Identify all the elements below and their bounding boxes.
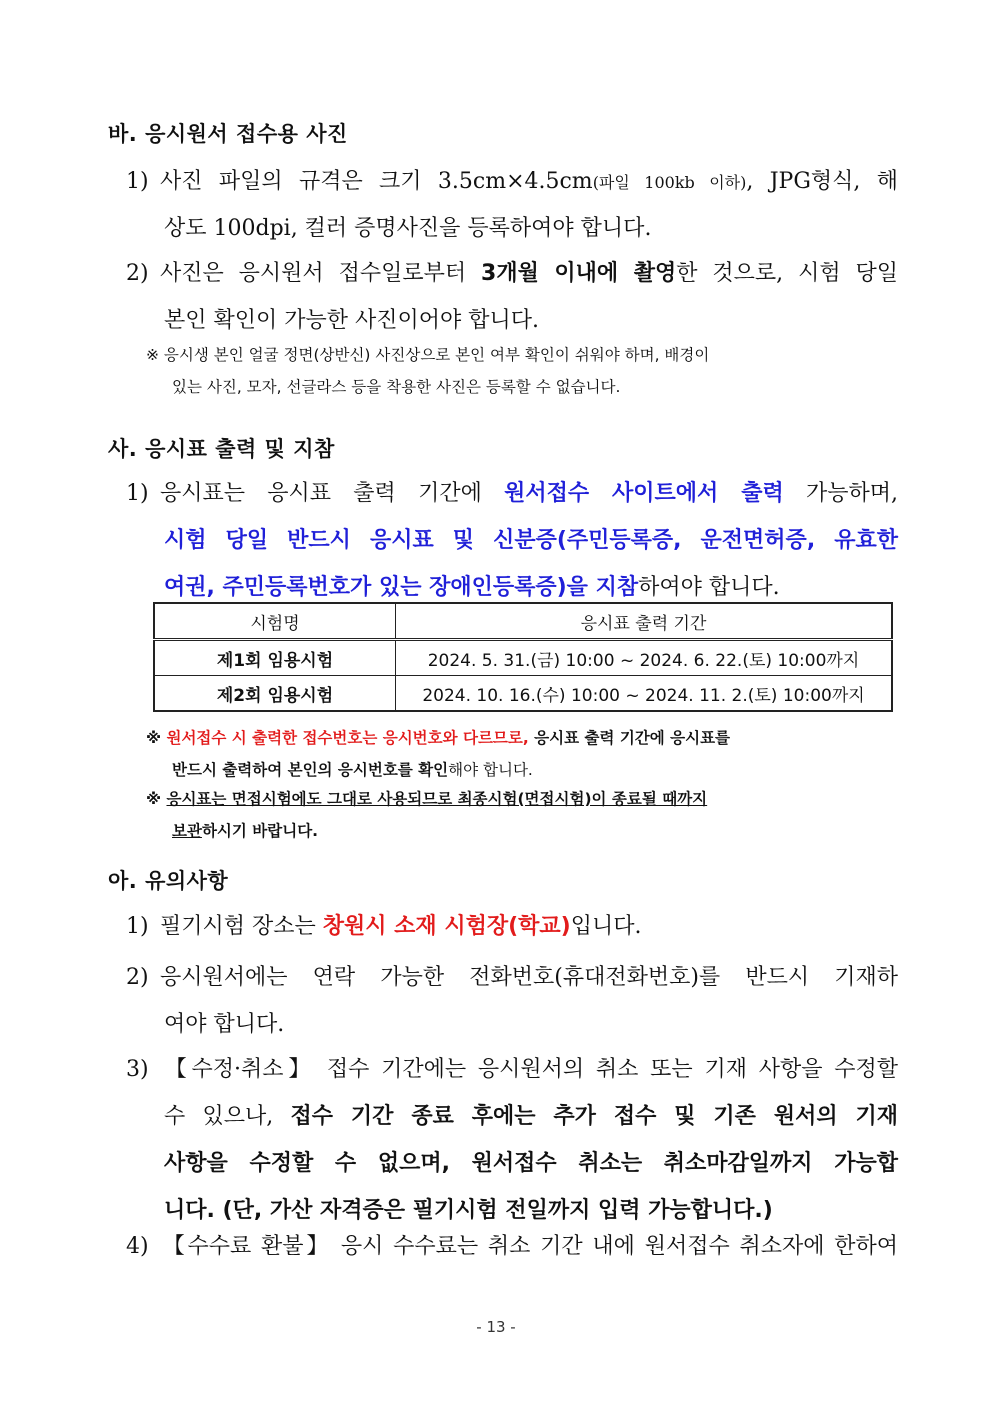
phone-requirement-line-1: 응시원서에는 연락 가능한 전화번호(휴대전화번호)를 반드시 기재하 xyxy=(160,965,898,990)
table-header-row xyxy=(154,603,892,640)
ticket-note-2 xyxy=(146,783,898,847)
page-number: - 13 - xyxy=(476,1318,516,1336)
notes-item-4 xyxy=(126,1223,898,1270)
item-number: 1) xyxy=(126,481,149,506)
ticket-print-site-emphasis: 원서접수 사이트에서 출력 xyxy=(504,481,784,506)
section-title-notes: 아. 유의사항 xyxy=(108,869,229,893)
note-mark: ※ xyxy=(146,790,162,808)
ticket-keep-word: 보관 xyxy=(172,822,202,840)
section-title-photo: 바. 응시원서 접수용 사진 xyxy=(108,122,348,146)
photo-note xyxy=(146,339,898,403)
table-header-period: 응시표 출력 기간 xyxy=(396,603,893,640)
notes-item-1 xyxy=(126,903,898,950)
ticket-item-1 xyxy=(126,470,898,611)
photo-date-text: 사진은 응시원서 접수일로부터 xyxy=(160,261,482,286)
modify-cancel-line-2a: 수 있으나, xyxy=(164,1104,291,1129)
table-cell-exam: 제2회 임용시험 xyxy=(154,676,396,712)
item-number: 3) xyxy=(126,1057,149,1082)
photo-resolution-text: 상도 100dpi, 컬러 증명사진을 등록하여야 합니다. xyxy=(164,216,652,241)
ticket-must-plain: 해야 합니다. xyxy=(448,761,533,779)
ticket-possible-text: 가능하며, xyxy=(783,481,899,506)
photo-3month-emphasis: 3개월 이내에 촬영 xyxy=(481,261,677,286)
ticket-number-warning: 원서접수 시 출력한 접수번호는 응시번호와 다르므로, xyxy=(166,729,529,747)
ticket-keep-instruction: 응시표는 면접시험에도 그대로 사용되므로 최종시험(면접시험)이 종료될 때까지 xyxy=(166,790,708,808)
ticket-must-text: 하여야 합니다. xyxy=(638,575,780,600)
ticket-note-1 xyxy=(146,722,898,786)
refund-line-1: 【수수료 환불】 응시 수수료는 취소 기간 내에 원서접수 취소자에 한하여 xyxy=(160,1234,898,1259)
ticket-print-text: 응시표는 응시표 출력 기간에 xyxy=(160,481,505,506)
phone-requirement-line-2: 여야 합니다. xyxy=(164,1012,285,1037)
modify-cancel-line-4: 니다. (단, 가산 자격증은 필기시험 전일까지 입력 가능합니다.) xyxy=(164,1198,773,1223)
modify-cancel-line-2b: 접수 기간 종료 후에는 추가 접수 및 기존 원서의 기재 xyxy=(290,1104,898,1129)
item-number: 4) xyxy=(126,1234,149,1259)
notes-item-2 xyxy=(126,954,898,1048)
item-number: 1) xyxy=(126,914,149,939)
ticket-check-instruction: 반드시 출력하여 본인의 응시번호를 확인 xyxy=(172,761,449,779)
table-header-exam: 시험명 xyxy=(154,603,396,640)
photo-item-2 xyxy=(126,250,898,344)
item-number: 1) xyxy=(126,169,149,194)
photo-exam-day-text: 한 것으로, 시험 당일 xyxy=(676,261,898,286)
exam-location-text: 필기시험 장소는 xyxy=(160,914,323,939)
item-number: 2) xyxy=(126,965,149,990)
exam-location-end: 입니다. xyxy=(570,914,642,939)
table-row xyxy=(154,640,892,676)
modify-cancel-line-1: 【수정·취소】 접수 기간에는 응시원서의 취소 또는 기재 사항을 수정할 xyxy=(160,1057,898,1082)
photo-format-text: , JPG형식, 해 xyxy=(746,169,898,194)
photo-item-1 xyxy=(126,158,898,252)
table-cell-exam: 제1회 임용시험 xyxy=(154,640,396,676)
modify-cancel-line-3: 사항을 수정할 수 없으며, 원서접수 취소는 취소마감일까지 가능합 xyxy=(164,1151,898,1176)
table-cell-period: 2024. 10. 16.(수) 10:00 ~ 2024. 11. 2.(토) 10:00까지 xyxy=(396,676,893,712)
section-title-admission-ticket: 사. 응시표 출력 및 지참 xyxy=(108,437,335,461)
photo-size-limit: (파일 100kb 이하) xyxy=(592,173,747,192)
ticket-print-period-table xyxy=(153,602,893,712)
table-row xyxy=(154,676,892,712)
item-number: 2) xyxy=(126,261,149,286)
note-mark: ※ xyxy=(146,729,162,747)
ticket-keep-request: 하시기 바랍니다. xyxy=(201,822,319,840)
exam-location-emphasis: 창원시 소재 시험장(학교) xyxy=(322,914,571,939)
photo-note-line-1: ※ 응시생 본인 얼굴 정면(상반신) 사진상으로 본인 여부 확인이 쉬워야 하며, 배경이 xyxy=(146,346,710,364)
ticket-print-instruction: 응시표 출력 기간에 응시표를 xyxy=(528,729,731,747)
photo-note-line-2: 있는 사진, 모자, 선글라스 등을 착용한 사진은 등록할 수 없습니다. xyxy=(172,378,621,396)
photo-identity-text: 본인 확인이 가능한 사진이어야 합니다. xyxy=(164,308,539,333)
ticket-id-requirement-line-1: 시험 당일 반드시 응시표 및 신분증(주민등록증, 운전면허증, 유효한 xyxy=(164,528,898,553)
notes-item-3 xyxy=(126,1046,898,1234)
table-cell-period: 2024. 5. 31.(금) 10:00 ~ 2024. 6. 22.(토) 10:00까지 xyxy=(396,640,893,676)
ticket-id-requirement-line-2: 여권, 주민등록번호가 있는 장애인등록증)을 지참 xyxy=(164,575,639,600)
photo-spec-text: 사진 파일의 규격은 크기 3.5cm×4.5cm xyxy=(160,169,593,194)
